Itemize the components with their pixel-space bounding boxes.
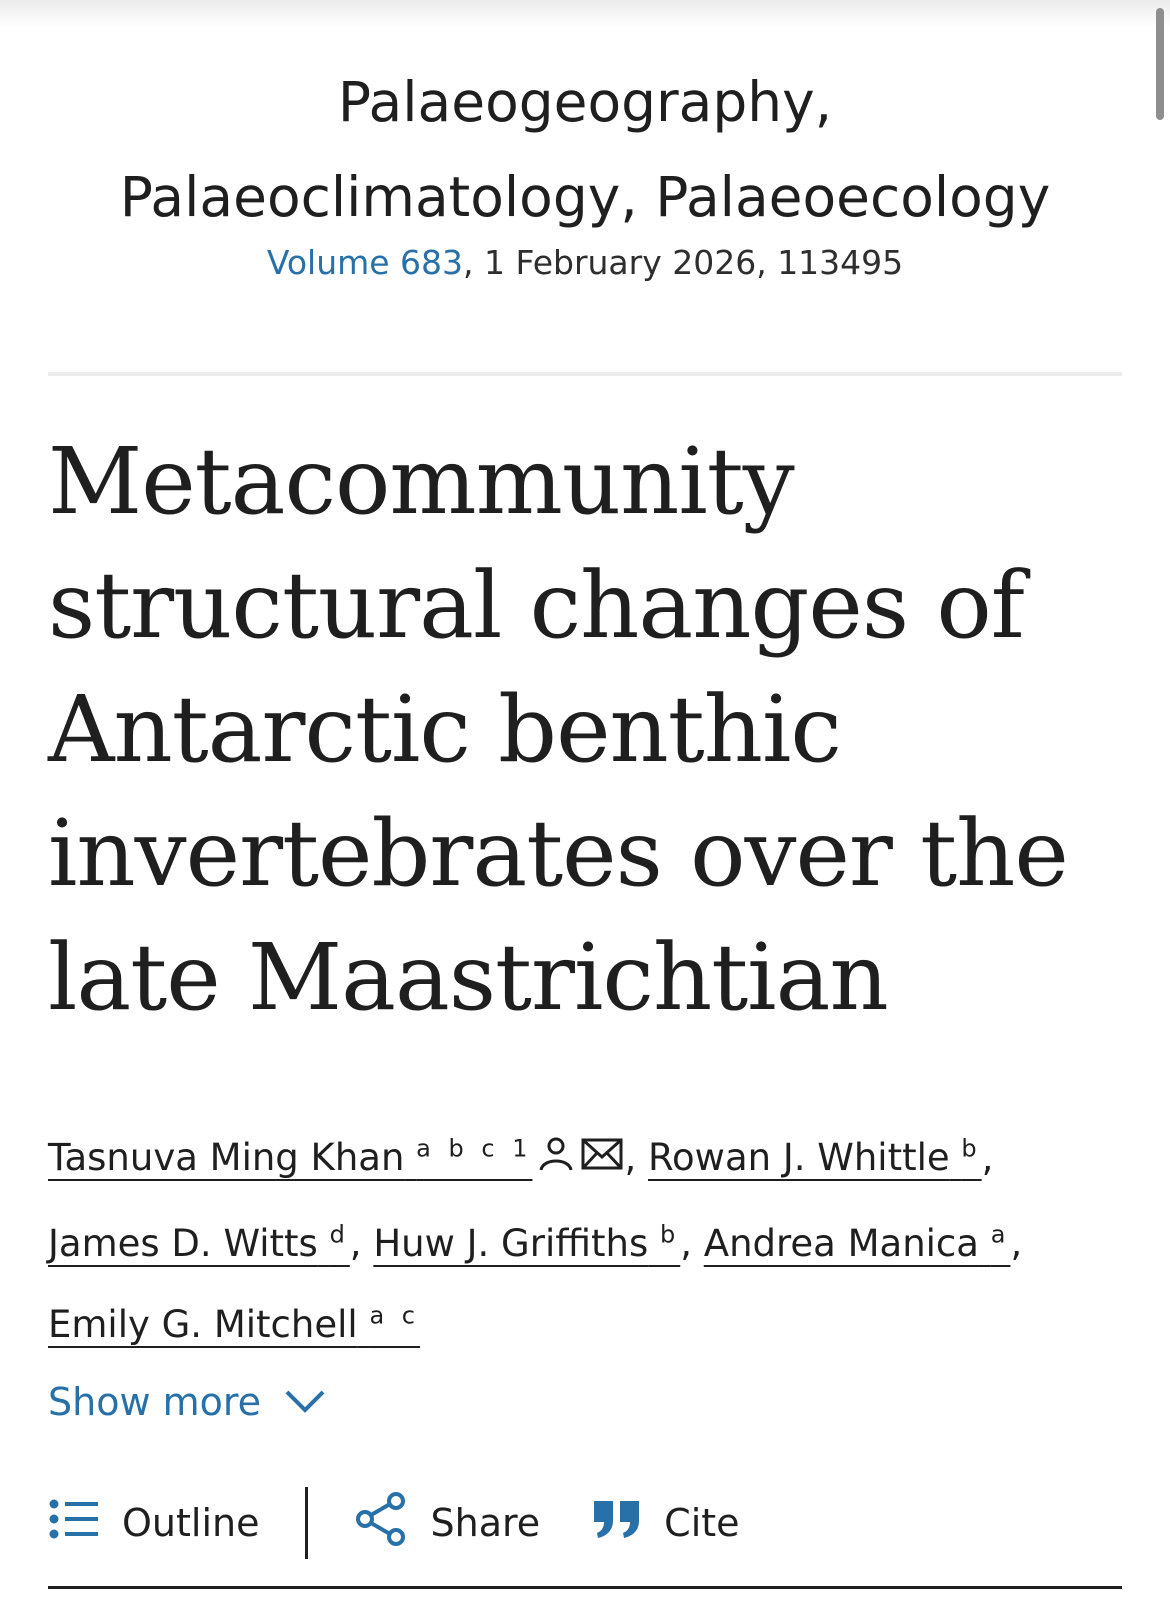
author-name-whittle[interactable]: Rowan J. Whittle $^b$ bbox=[648, 1135, 982, 1180]
author-entry bbox=[48, 1136, 648, 1179]
journal-title-line2: Palaeoclimatology, Palaeoecology bbox=[119, 165, 1051, 229]
outline-label: Outline bbox=[122, 1501, 260, 1545]
author-entry bbox=[373, 1222, 703, 1265]
show-more-button[interactable] bbox=[48, 1380, 327, 1424]
author-entry bbox=[648, 1136, 993, 1179]
article-title: Metacommunity structural changes of Antarctic benthic invertebrates over the late Maastrichtian bbox=[48, 428, 1068, 1031]
author-name-griffiths[interactable]: Huw J. Griffiths $^b$ bbox=[373, 1220, 681, 1265]
author-separator: , bbox=[981, 1136, 994, 1180]
outline-button[interactable] bbox=[48, 1497, 259, 1550]
envelope-icon[interactable] bbox=[580, 1126, 624, 1198]
issue-details: , 1 February 2026, 113495 bbox=[463, 243, 904, 282]
author-name-khan[interactable]: Tasnuva Ming Khan $^{a b c 1}$ bbox=[48, 1136, 624, 1179]
author-separator: , bbox=[1010, 1221, 1023, 1265]
author-separator: , bbox=[349, 1221, 374, 1265]
person-icon[interactable] bbox=[536, 1126, 576, 1198]
author-list bbox=[48, 1113, 1122, 1361]
show-more-label: Show more bbox=[48, 1380, 262, 1424]
author-name-witts[interactable]: James D. Witts $^d$ bbox=[48, 1220, 350, 1265]
cite-button[interactable] bbox=[592, 1499, 739, 1548]
author-entry bbox=[48, 1222, 373, 1265]
quote-icon bbox=[592, 1499, 642, 1548]
share-icon bbox=[354, 1491, 408, 1556]
issue-info bbox=[48, 243, 1122, 282]
top-shadow bbox=[0, 0, 1170, 28]
author-separator: , bbox=[680, 1221, 704, 1265]
cite-label: Cite bbox=[664, 1501, 740, 1545]
chevron-down-icon bbox=[283, 1380, 327, 1424]
journal-title-line1: Palaeogeography, bbox=[337, 70, 833, 134]
journal-title[interactable] bbox=[48, 55, 1122, 245]
header-divider bbox=[48, 372, 1122, 376]
author-affiliations: b bbox=[961, 1135, 982, 1163]
author-affiliations: a c bbox=[369, 1301, 420, 1330]
toolbar-divider bbox=[305, 1487, 308, 1559]
volume-link[interactable]: Volume 683 bbox=[266, 243, 464, 282]
author-name-mitchell[interactable]: Emily G. Mitchell $^{a c}$ bbox=[48, 1301, 420, 1346]
scrollbar[interactable] bbox=[1156, 8, 1164, 120]
toolbar-bottom-divider bbox=[48, 1586, 1122, 1589]
author-entry bbox=[704, 1222, 1022, 1265]
share-label: Share bbox=[430, 1501, 541, 1545]
author-separator: , bbox=[624, 1136, 648, 1180]
author-affiliations: b bbox=[660, 1220, 681, 1249]
share-button[interactable] bbox=[354, 1491, 540, 1556]
author-name-manica[interactable]: Andrea Manica $^a$ bbox=[703, 1220, 1011, 1265]
author-affiliations: d bbox=[329, 1220, 350, 1249]
author-affiliations: a b c 1 bbox=[416, 1135, 533, 1163]
article-toolbar bbox=[48, 1487, 740, 1559]
list-icon bbox=[48, 1497, 100, 1550]
author-affiliations: a bbox=[990, 1220, 1011, 1249]
author-entry bbox=[48, 1303, 420, 1346]
